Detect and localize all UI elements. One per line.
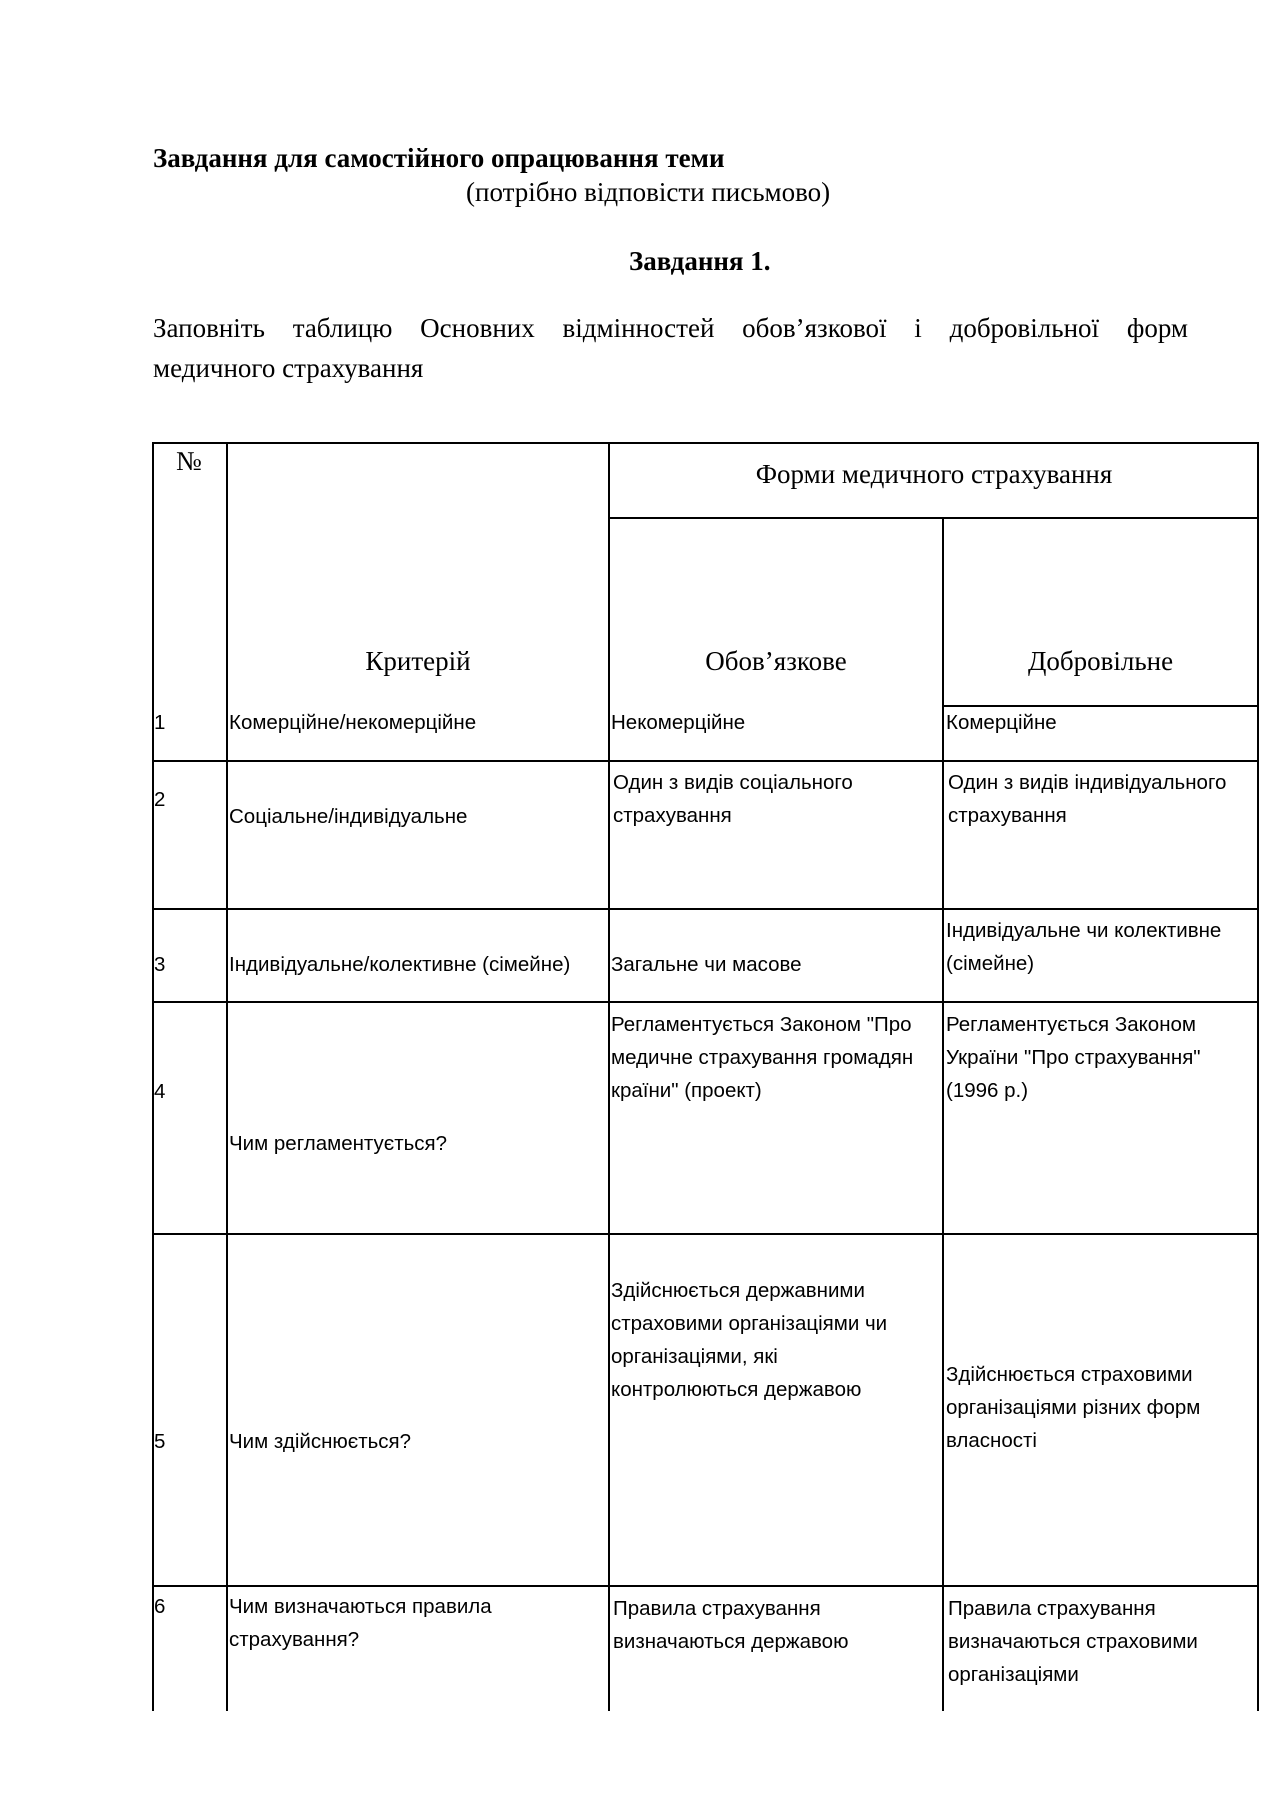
row-4-voluntary: Регламентується Законом України "Про страхування" (1996 р.) (946, 1013, 1201, 1102)
row-4-criterion: Чим регламентується? (229, 1132, 448, 1155)
row-1-voluntary: Комерційне (946, 711, 1057, 734)
task-heading: Завдання 1. (629, 246, 771, 276)
row-1-number: 1 (154, 711, 166, 734)
header-criterion: Критерій (365, 646, 471, 676)
row-3-mandatory: Загальне чи масове (611, 953, 802, 976)
table-header-forms-divider (608, 517, 1259, 519)
row-4-mandatory: Регламентується Законом "Про медичне страхування громадян країни" (проект) (611, 1013, 914, 1102)
row-5-voluntary: Здійснюється страховими організаціями різних форм власності (946, 1363, 1201, 1452)
table-divider-number (226, 443, 228, 1711)
header-number: № (176, 446, 202, 476)
task-description (153, 308, 1188, 388)
row-6-criterion: Чим визначаються правила страхування? (229, 1595, 492, 1651)
row-5-number: 5 (154, 1430, 166, 1453)
table-row-divider-5 (152, 1585, 1259, 1587)
table-border-right (1257, 443, 1259, 1711)
table-border-top (152, 442, 1259, 444)
row-4-number: 4 (154, 1080, 166, 1103)
table-row-divider-4 (152, 1233, 1259, 1235)
document-subtitle: (потрібно відповісти письмово) (466, 177, 831, 207)
row-6-number: 6 (154, 1595, 166, 1618)
row-5-mandatory: Здійснюється державними страховими організаціями чи організаціями, які контролюються державою (611, 1279, 888, 1401)
row-3-number: 3 (154, 953, 166, 976)
task-description-line-1: Заповніть таблицю Основних відмінностей обов’язкової і добровільної форм (153, 313, 1188, 343)
row-5-criterion: Чим здійснюється? (229, 1430, 412, 1453)
task-description-line-2: медичного страхування (153, 353, 424, 383)
header-mandatory: Обов’язкове (705, 646, 847, 676)
table-row-divider-2 (152, 908, 1259, 910)
table-divider-forms (942, 518, 944, 1711)
row-3-voluntary: Індивідуальне чи колективне (сімейне) (946, 919, 1222, 975)
table-row-divider-3 (152, 1001, 1259, 1003)
table-divider-criterion (608, 443, 610, 1711)
row-1-criterion: Комерційне/некомерційне (229, 711, 477, 734)
row-2-number: 2 (154, 788, 166, 811)
row-6-mandatory: Правила страхування визначаються державою (613, 1597, 849, 1653)
row-6-voluntary: Правила страхування визначаються страховими організаціями (948, 1597, 1198, 1686)
row-2-voluntary: Один з видів індивідуального страхування (948, 771, 1227, 827)
row-3-criterion: Індивідуальне/колективне (сімейне) (229, 953, 571, 976)
table-row-divider-1 (152, 760, 1259, 762)
row-2-mandatory: Один з видів соціального страхування (613, 771, 853, 827)
header-forms: Форми медичного страхування (755, 459, 1113, 489)
row-1-mandatory: Некомерційне (611, 711, 746, 734)
header-voluntary: Добровільне (1027, 646, 1174, 676)
document-title: Завдання для самостійного опрацювання теми (153, 143, 725, 173)
row-2-criterion: Соціальне/індивідуальне (229, 805, 468, 828)
